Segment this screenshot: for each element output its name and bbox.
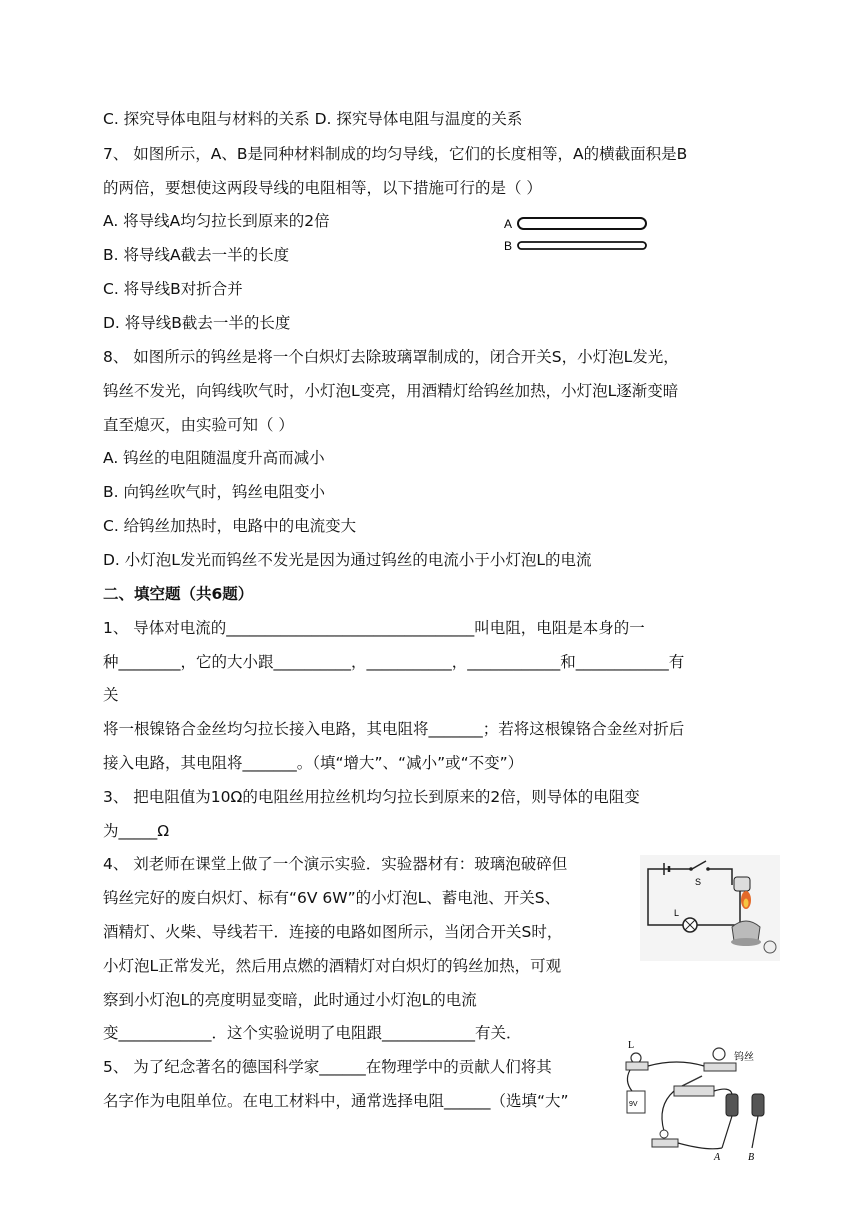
q8-option-a: A. 钨丝的电阻随温度升高而减小 xyxy=(103,449,325,467)
fill-4-cont2: 酒精灯、火柴、导线若干．连接的电路如图所示，当闭合开关S时， xyxy=(103,923,563,941)
switch-label: S xyxy=(695,877,702,887)
wire-b xyxy=(518,242,646,249)
circuit-figure xyxy=(640,855,780,961)
q8-option-d: D. 小灯泡L发光而钨丝不发光是因为通过钨丝的电流小于小灯泡L的电流 xyxy=(103,551,592,569)
fill-1-cont: 种________，它的大小跟__________，___________，____________和____________有 xyxy=(103,653,685,671)
apparatus-figure xyxy=(622,1036,772,1164)
q7-option-b: B. 将导线A截去一半的长度 xyxy=(103,246,290,264)
question-8-cont: 钨丝不发光，向钨线吹气时，小灯泡L变亮，用酒精灯给钨丝加热，小灯泡L逐渐变暗 xyxy=(103,382,679,400)
wire-b-label: B xyxy=(504,239,513,253)
fill-3: 3、 把电阻值为10Ω的电阻丝用拉丝机均匀拉长到原来的2倍，则导体的电阻变 xyxy=(103,788,640,806)
fill-4-cont5: 变____________．这个实验说明了电阻跟____________有关． xyxy=(103,1024,522,1042)
fill-2-cont: 接入电路，其电阻将_______。（填“增大”、“减小”或“不变”） xyxy=(103,754,524,772)
fill-4-cont: 钨丝完好的废白炽灯、标有“6V 6W”的小灯泡L、蓄电池、开关S、 xyxy=(103,889,561,907)
question-7: 7、 如图所示，A、B是同种材料制成的均匀导线，它们的长度相等，A的横截面积是B xyxy=(103,145,688,163)
question-7-cont: 的两倍，要想使这两段导线的电阻相等，以下措施可行的是（ ） xyxy=(103,179,542,197)
fill-5-cont: 名字作为电阻单位。在电工材料中，通常选择电阻______（选填“大” xyxy=(103,1092,569,1110)
apparatus-lamp-label: L xyxy=(628,1040,635,1051)
question-8-cont2: 直至熄灭，由实验可知（ ） xyxy=(103,416,294,434)
fill-1-end: 关 xyxy=(103,686,119,704)
label-a: A xyxy=(714,1152,721,1163)
fill-1: 1、 导体对电流的________________________________叫电阻，电阻是本身的一 xyxy=(103,619,645,637)
matches-icon xyxy=(764,941,776,953)
section-heading: 二、填空题（共6题） xyxy=(103,585,254,603)
question-8: 8、 如图所示的钨丝是将一个白炽灯去除玻璃罩制成的，闭合开关S，小灯泡L发光， xyxy=(103,348,679,366)
wire-a-label: A xyxy=(504,217,513,231)
q8-option-b: B. 向钨丝吹气时，钨丝电阻变小 xyxy=(103,483,325,501)
fill-4: 4、 刘老师在课堂上做了一个演示实验．实验器材有：玻璃泡破碎但 xyxy=(103,855,568,873)
filament-icon xyxy=(713,1048,725,1060)
fill-5: 5、 为了纪念著名的德国科学家______在物理学中的贡献人们将其 xyxy=(103,1058,552,1076)
wire-a xyxy=(518,218,646,229)
fill-4-cont3: 小灯泡L正常发光，然后用点燃的酒精灯对白炽灯的钨丝加热，可观 xyxy=(103,957,562,975)
fill-3-cont: 为_____Ω xyxy=(103,822,170,840)
q8-option-c: C. 给钨丝加热时，电路中的电流变大 xyxy=(103,517,357,535)
filament-bulb xyxy=(734,877,750,891)
fill-4-cont4: 察到小灯泡L的亮度明显变暗，此时通过小灯泡L的电流 xyxy=(103,991,477,1009)
q7-option-c: C. 将导线B对折合并 xyxy=(103,280,243,298)
switch-icon xyxy=(674,1086,714,1096)
filament-label: 钨丝 xyxy=(734,1052,754,1063)
lamp-label: L xyxy=(674,908,680,918)
battery-label: 9V xyxy=(629,1101,638,1108)
fill-2: 将一根镍铬合金丝均匀拉长接入电路，其电阻将_______；若将这根镍铬合金丝对折后 xyxy=(103,720,685,738)
q7-option-d: D. 将导线B截去一半的长度 xyxy=(103,314,291,332)
wires-figure xyxy=(502,210,652,256)
option-line: C. 探究导体电阻与材料的关系 D. 探究导体电阻与温度的关系 xyxy=(103,110,523,128)
q7-option-a: A. 将导线A均匀拉长到原来的2倍 xyxy=(103,212,330,230)
figure-bg xyxy=(640,855,780,961)
label-b: B xyxy=(748,1152,755,1163)
